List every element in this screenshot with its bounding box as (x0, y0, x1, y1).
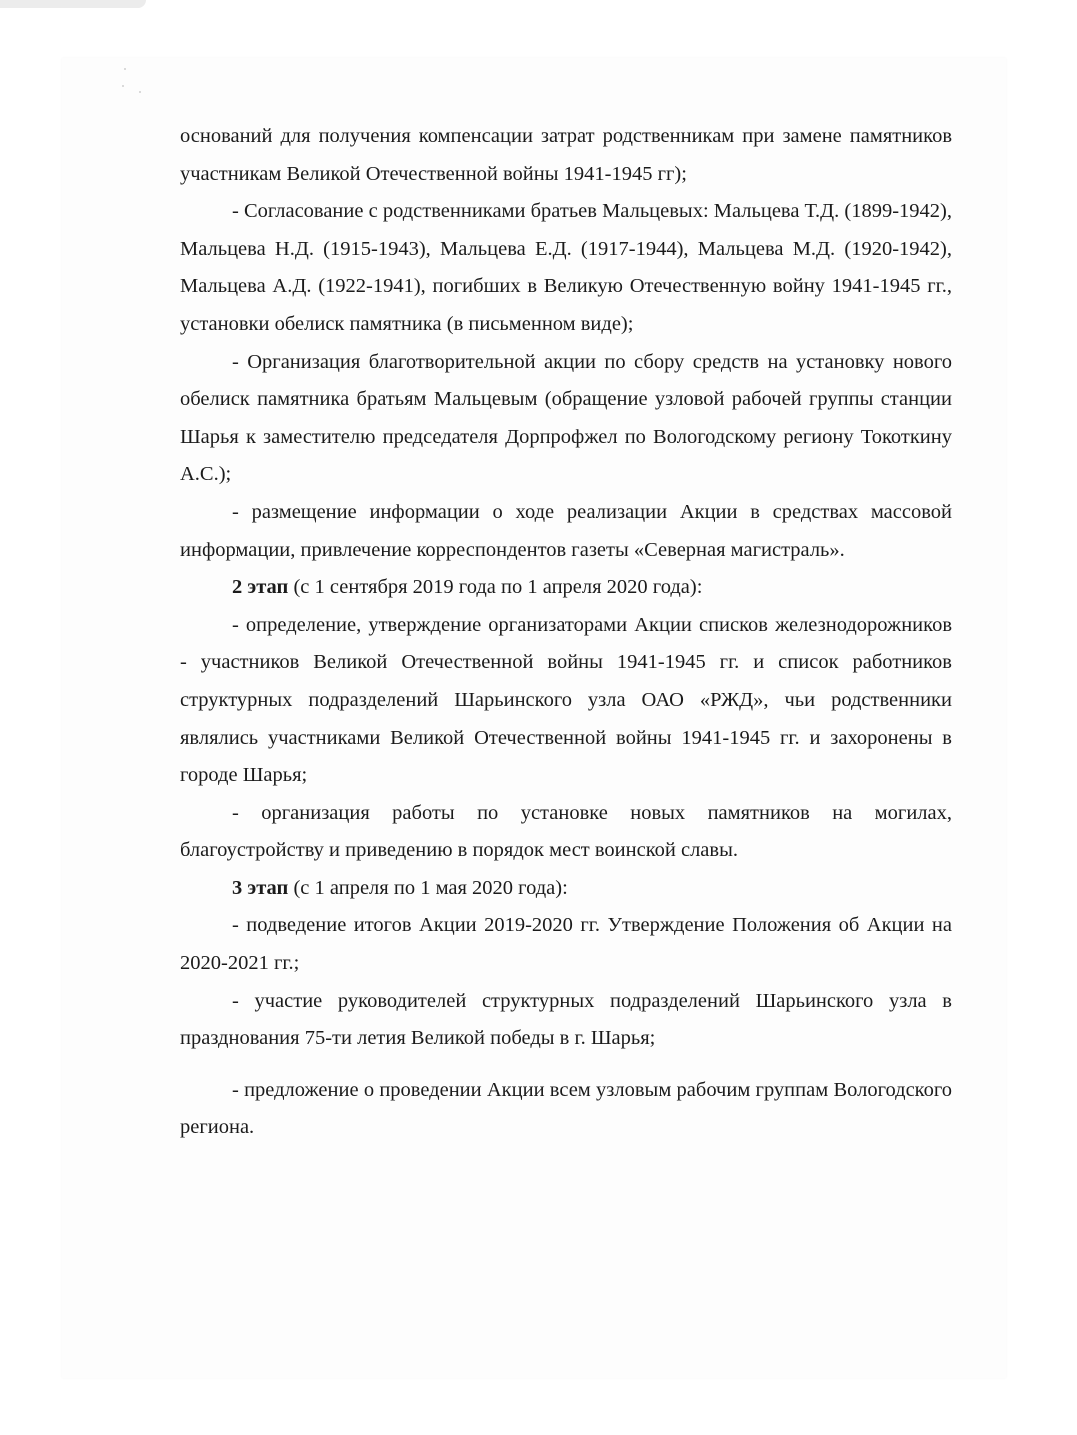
stage-heading (180, 870, 952, 908)
stage-label: 3 этап (232, 876, 289, 899)
stage-period: (с 1 сентября 2019 года по 1 апреля 2020 года): (288, 576, 703, 599)
paragraph: - участие руководителей структурных подразделений Шарьинского узла в празднования 75-ти летия Великой победы в г. Шарья; (180, 989, 952, 1050)
paragraph: - Организация благотворительной акции по сбору средств на установку нового обелиск памятника братьям Мальцевым (обращение узловой рабочей группы станции Шарья к заместителю председателя Дорпрофжел по Вологодскому региону Токоткину А.С.); (180, 350, 952, 486)
paragraph: - предложение о проведении Акции всем узловым рабочим группам Вологодского региона. (180, 1078, 952, 1139)
scan-speck (122, 85, 124, 87)
stage-period: (с 1 апреля по 1 мая 2020 года): (288, 876, 568, 899)
top-tab[interactable] (0, 0, 146, 8)
paragraph: - Согласование с родственниками братьев Мальцевых: Мальцева Т.Д. (1899-1942), Мальцева Н.Д. (1915-1943), Мальцева Е.Д. (1917-1944), Мальцева М.Д. (1920-1942), Мальцева А.Д. (1922-1941), погибших в Великую Отечественную войну 1941-1945 гг., установки обелиск памятника (в письменном виде); (180, 200, 952, 335)
document-body (180, 118, 952, 1147)
paragraph: - организация работы по установке новых памятников на могилах, благоустройству и приведению в порядок мест воинской славы. (180, 801, 952, 862)
stage-label: 2 этап (232, 576, 289, 599)
paragraph: - подведение итогов Акции 2019-2020 гг. Утверждение Положения об Акции на 2020-2021 гг.; (180, 914, 952, 975)
scan-speck (139, 91, 141, 93)
paragraph: оснований для получения компенсации затрат родственникам при замене памятников участникам Великой Отечественной войны 1941-1945 гг); (180, 125, 952, 185)
document-page (62, 58, 1006, 1378)
paragraph: - определение, утверждение организаторами Акции списков железнодорожников - участников Великой Отечественной войны 1941-1945 гг. и список работников структурных подразделений Шарьинского узла ОАО «РЖД», чьи родственники являлись участниками Великой Отечественной войны 1941-1945 гг. и захоронены в городе Шарья; (180, 613, 952, 787)
scan-speck (124, 68, 126, 70)
stage-heading (180, 569, 952, 607)
paragraph: - размещение информации о ходе реализации Акции в средствах массовой информации, привлечение корреспондентов газеты «Северная магистраль». (180, 500, 952, 561)
